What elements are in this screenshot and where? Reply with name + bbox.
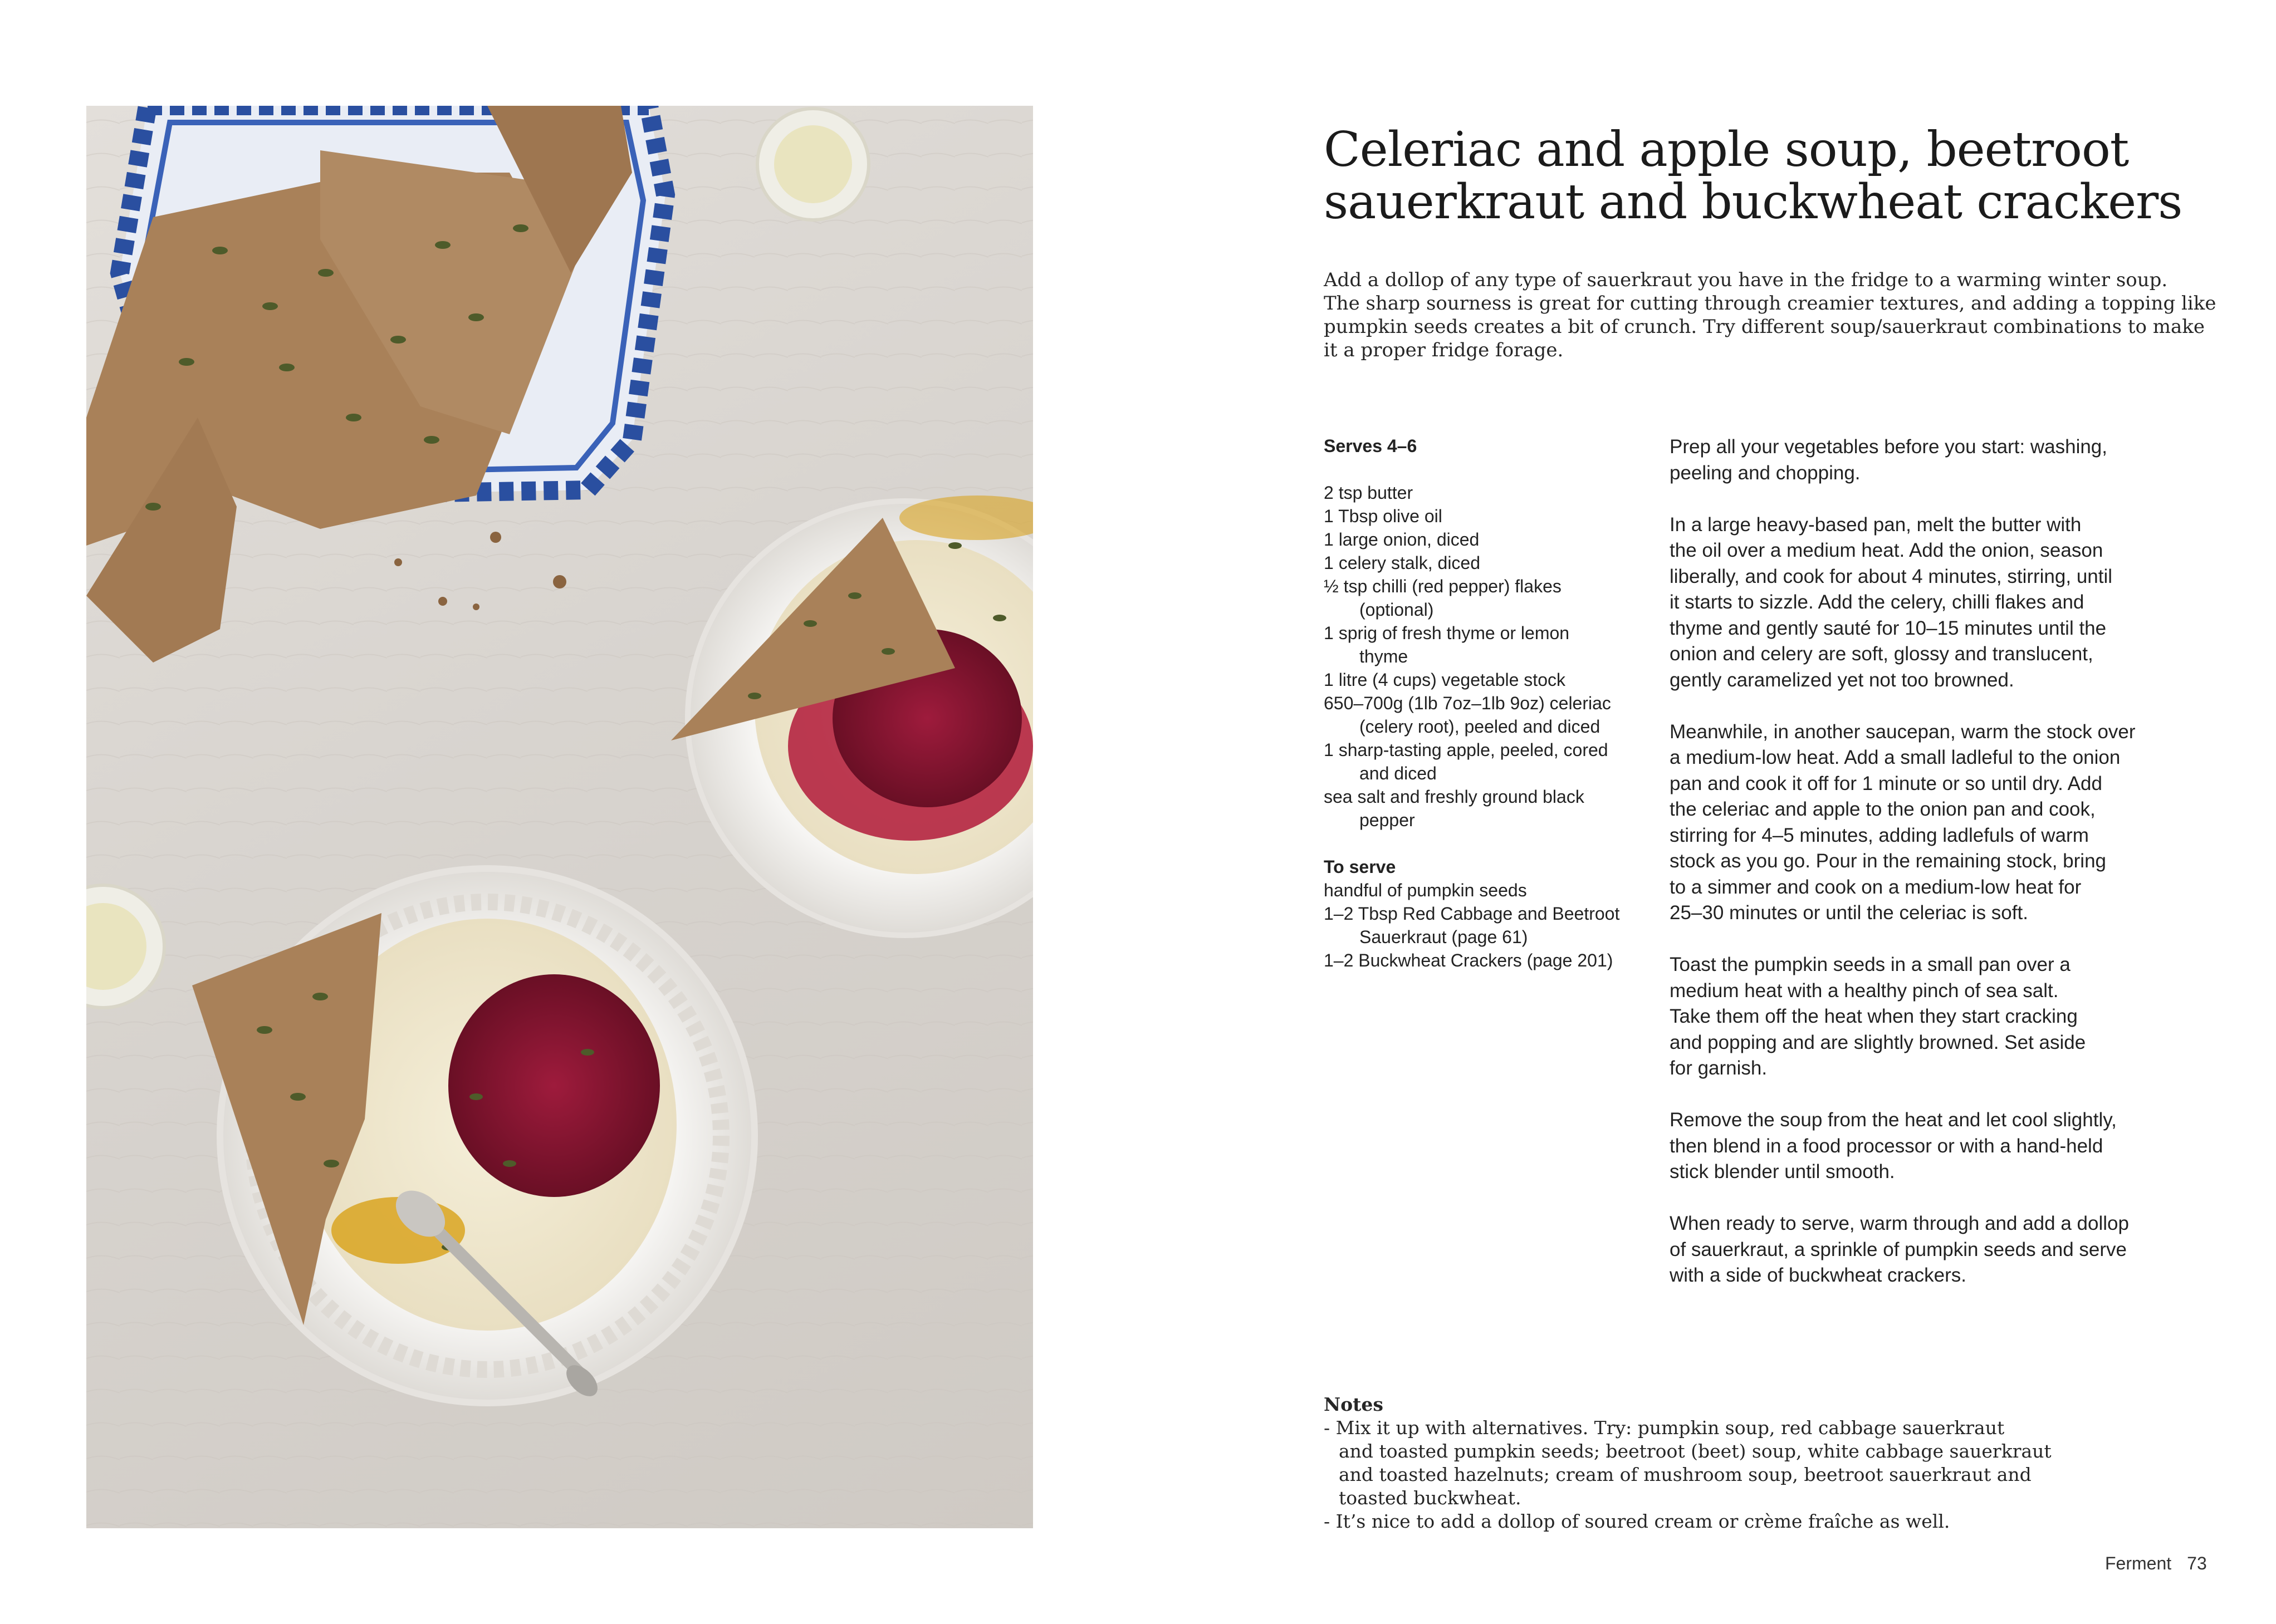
ingredient-item: 1 celery stalk, diced — [1324, 553, 1481, 573]
method-line: with a side of buckwheat crackers. — [1670, 1264, 1967, 1286]
note-item: - Mix it up with alternatives. Try: pumpkin soup, red cabbage sauerkraut — [1324, 1417, 2005, 1439]
method-line: a medium-low heat. Add a small ladleful to the onion — [1670, 747, 2121, 768]
method-step — [1670, 434, 2182, 486]
method-step — [1670, 719, 2182, 926]
note-item: - It’s nice to add a dollop of soured cream or crème fraîche as well. — [1324, 1510, 1950, 1532]
method-line: When ready to serve, warm through and add a dollop — [1670, 1213, 2129, 1234]
ingredient-item: sea salt and freshly ground black — [1324, 787, 1584, 807]
method-line: it starts to sizzle. Add the celery, chilli flakes and — [1670, 591, 2084, 613]
note-item-cont: toasted buckwheat. — [1339, 1487, 1521, 1509]
method-step — [1670, 952, 2182, 1082]
method-line: the celeriac and apple to the onion pan and cook, — [1670, 798, 2096, 820]
photo-illustration — [86, 106, 1033, 1528]
serve-item-cont: Sauerkraut (page 61) — [1359, 927, 1528, 947]
ingredient-item: ½ tsp chilli (red pepper) flakes — [1324, 576, 1562, 596]
ingredient-item: 1 Tbsp olive oil — [1324, 506, 1442, 526]
ingredient-item: 1 large onion, diced — [1324, 529, 1480, 549]
recipe-photo — [86, 106, 1033, 1528]
ingredient-item-cont: (celery root), peeled and diced — [1359, 717, 1600, 737]
ingredient-item: 2 tsp butter — [1324, 483, 1413, 503]
notes-heading: Notes — [1324, 1394, 1383, 1415]
method-step — [1670, 1107, 2182, 1185]
wine-glass-top — [757, 109, 869, 220]
ingredients-list — [1324, 434, 1658, 972]
note-item-cont: and toasted pumpkin seeds; beetroot (beet) soup, white cabbage sauerkraut — [1339, 1440, 2052, 1462]
method-line: Remove the soup from the heat and let cool slightly, — [1670, 1109, 2117, 1131]
ingredient-item-cont: thyme — [1359, 646, 1408, 666]
ingredient-item: 1 sharp-tasting apple, peeled, cored — [1324, 740, 1608, 760]
intro-line: it a proper fridge forage. — [1324, 339, 1564, 361]
note-item-cont: and toasted hazelnuts; cream of mushroom soup, beetroot sauerkraut and — [1339, 1464, 2032, 1485]
method-line: and popping and are slightly browned. Set aside — [1670, 1031, 2086, 1053]
serve-item: 1–2 Tbsp Red Cabbage and Beetroot — [1324, 904, 1620, 924]
ingredient-item-cont: and diced — [1359, 763, 1437, 783]
page-number: 73 — [2187, 1553, 2207, 1573]
method-step — [1670, 1211, 2182, 1289]
method-line: In a large heavy-based pan, melt the butter with — [1670, 513, 2082, 536]
method-line: the oil over a medium heat. Add the onion, season — [1670, 539, 2103, 561]
recipe-intro — [1324, 268, 2216, 362]
title-line: Celeriac and apple soup, beetroot — [1324, 122, 2129, 178]
method-steps — [1670, 434, 2182, 1314]
method-line: onion and celery are soft, glossy and translucent, — [1670, 643, 2093, 665]
method-line: Prep all your vegetables before you start: washing, — [1670, 436, 2107, 458]
method-line: then blend in a food processor or with a hand-held — [1670, 1135, 2103, 1157]
method-line: Toast the pumpkin seeds in a small pan over a — [1670, 954, 2071, 975]
method-line: Take them off the heat when they start cracking — [1670, 1005, 2078, 1027]
method-line: for garnish. — [1670, 1057, 1768, 1079]
serves-heading: Serves 4–6 — [1324, 436, 1417, 456]
method-line: gently caramelized yet not too browned. — [1670, 669, 2014, 691]
title-line: sauerkraut and buckwheat crackers — [1324, 174, 2182, 230]
page-footer — [2105, 1552, 2207, 1574]
to-serve-heading: To serve — [1324, 857, 1396, 877]
ingredient-item: 1 sprig of fresh thyme or lemon — [1324, 623, 1570, 643]
section-name: Ferment — [2105, 1553, 2172, 1573]
recipe-notes — [1324, 1393, 2103, 1533]
ingredient-item: 1 litre (4 cups) vegetable stock — [1324, 670, 1565, 690]
method-line: stock as you go. Pour in the remaining stock, bring — [1670, 850, 2107, 872]
method-line: Meanwhile, in another saucepan, warm the stock over — [1670, 720, 2136, 743]
method-line: of sauerkraut, a sprinkle of pumpkin seeds and serve — [1670, 1238, 2127, 1260]
method-line: pan and cook it off for 1 minute or so until dry. Add — [1670, 772, 2102, 794]
method-line: to a simmer and cook on a medium-low heat for — [1670, 876, 2082, 898]
method-line: 25–30 minutes or until the celeriac is soft. — [1670, 902, 2028, 924]
intro-line: Add a dollop of any type of sauerkraut you have in the fridge to a warming winter soup. — [1324, 269, 2168, 291]
method-step — [1670, 512, 2182, 694]
method-line: thyme and gently sauté for 10–15 minutes until the — [1670, 617, 2107, 639]
intro-line: pumpkin seeds creates a bit of crunch. Try different soup/sauerkraut combinations to make — [1324, 316, 2205, 338]
serve-item: handful of pumpkin seeds — [1324, 880, 1527, 900]
intro-line: The sharp sourness is great for cutting through creamier textures, and adding a topping like — [1324, 292, 2216, 315]
recipe-title — [1324, 122, 2182, 230]
serve-item: 1–2 Buckwheat Crackers (page 201) — [1324, 950, 1613, 970]
method-line: medium heat with a healthy pinch of sea salt. — [1670, 979, 2059, 1002]
method-line: stirring for 4–5 minutes, adding ladlefuls of warm — [1670, 824, 2089, 846]
ingredient-item-cont: pepper — [1359, 810, 1415, 830]
method-line: stick blender until smooth. — [1670, 1161, 1895, 1183]
method-line: liberally, and cook for about 4 minutes, stirring, until — [1670, 565, 2113, 587]
method-line: peeling and chopping. — [1670, 462, 1861, 484]
ingredient-item: 650–700g (1lb 7oz–1lb 9oz) celeriac — [1324, 693, 1611, 713]
ingredient-item-cont: (optional) — [1359, 600, 1434, 620]
